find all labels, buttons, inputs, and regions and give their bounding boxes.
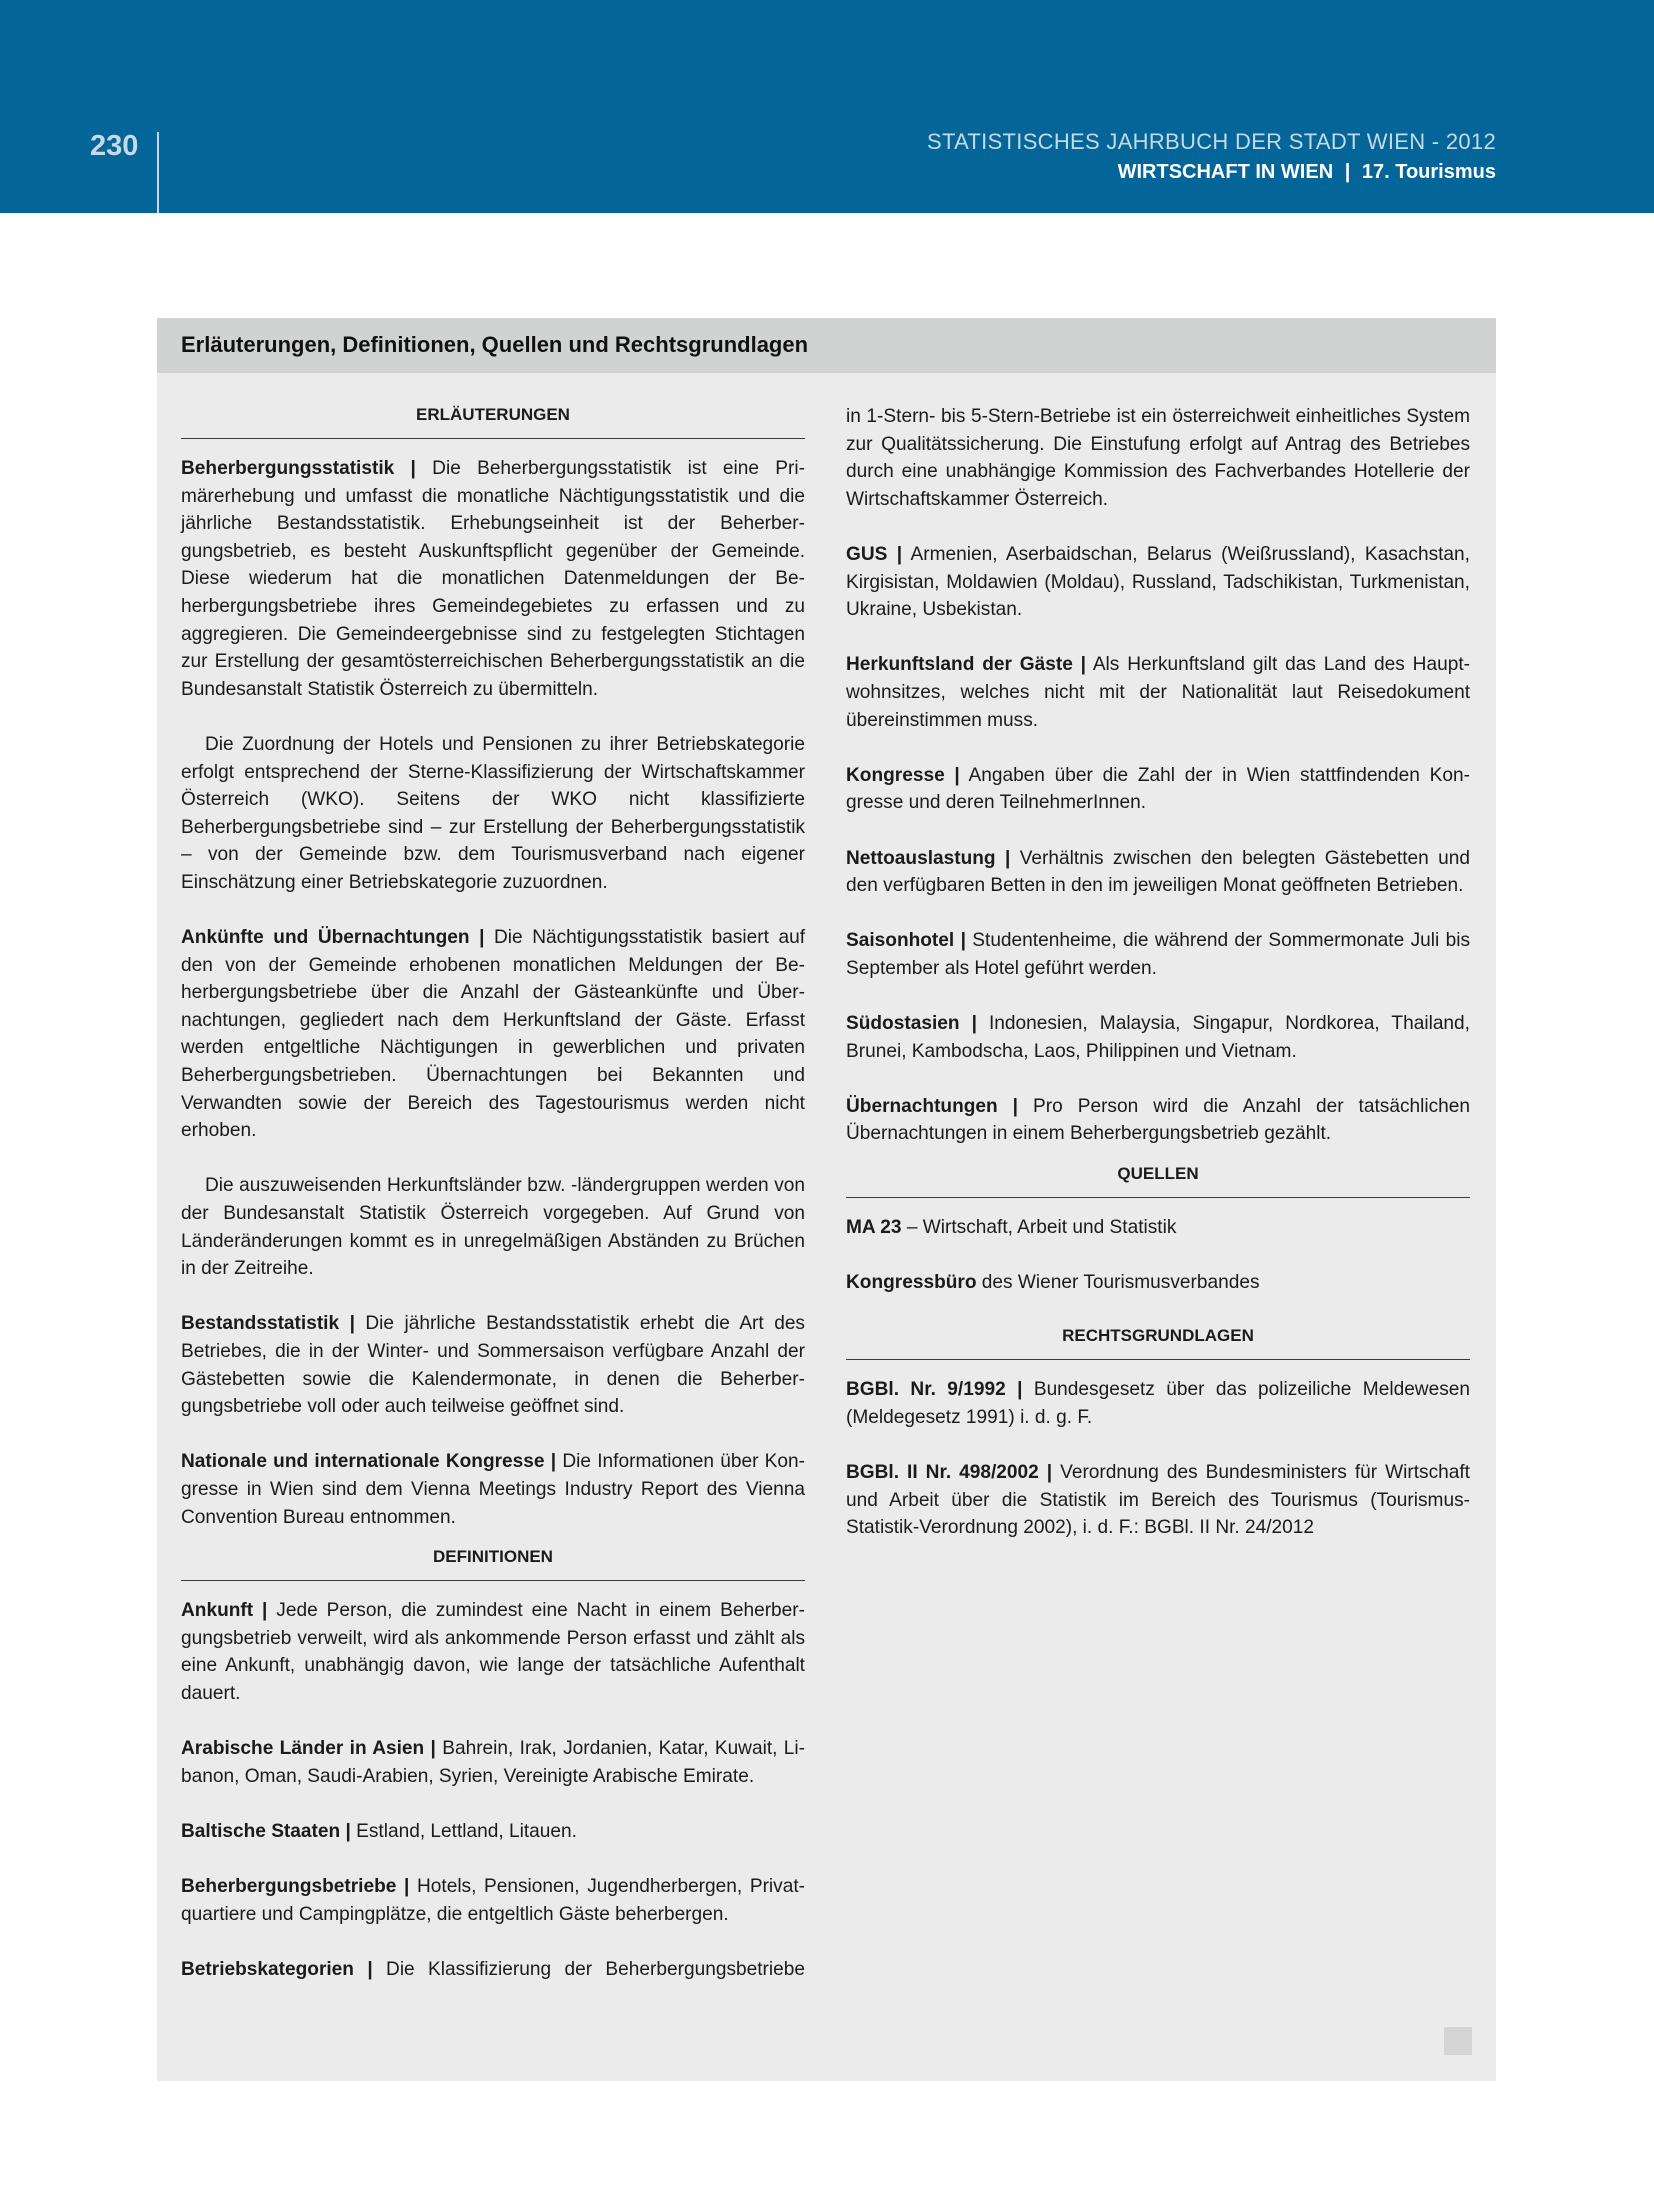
- definition: [181, 1873, 805, 1928]
- paragraph: [181, 455, 805, 703]
- definition: [846, 845, 1470, 900]
- term: Ankünfte und Übernachtungen |: [181, 927, 485, 949]
- definition: [846, 1010, 1470, 1065]
- term: BGBl. II Nr. 498/2002 |: [846, 1462, 1053, 1484]
- paragraph: Die auszuweisenden Herkunftsländer bzw. -ländergruppen werden von der Bundesanstalt Statistik Österreich vorgegeben. Auf Grund von Länderänderungen kommt es in unregelmäßigen Abständen zu Brüchen in der Zeitreihe.: [181, 1175, 805, 1280]
- term: Nationale und internationale Kongresse |: [181, 1451, 557, 1473]
- text: Die jährliche Bestandsstatistik erhebt die Art des Betriebes, die in der Winter- und Sommersaison verfügbare Anzahl der Gästebetten sowie die Kalendermonate, in denen die Beherbergungsbetriebe voll oder auch teilweise geöffnet sind.: [181, 1313, 805, 1418]
- text: Verordnung des Bundesministers für Wirtschaft und Arbeit über die Statistik im Bereich des Tourismus (Tourismus-Statistik-Verordnung 2002), i. d. F.: BGBl. II Nr. 24/2012: [846, 1462, 1470, 1539]
- definition-continued: in 1-Stern- bis 5-Stern-Betriebe ist ein österreichweit einheitliches System zur Qualitätssicherung. Die Einstufung erfolgt auf Antrag des Betriebes durch eine unabhängige Kommission des Fachverbandes Hotellerie der Wirtschaftskammer Österreich.: [846, 406, 1470, 510]
- term: Kongresse |: [846, 764, 960, 786]
- quellen-heading: QUELLEN: [846, 1162, 1470, 1198]
- left-column: [181, 403, 805, 1983]
- definition: [846, 541, 1470, 624]
- source-item: [846, 1269, 1470, 1297]
- term: GUS |: [846, 543, 903, 565]
- text: des Wiener Tourismusverbandes: [976, 1272, 1260, 1294]
- legal-basis-item: [846, 1459, 1470, 1542]
- definition: [181, 1597, 805, 1707]
- term: MA 23: [846, 1217, 902, 1239]
- text: Die Informationen über Kongresse in Wien sind dem Vienna Meetings Industry Report des Vienna Convention Bureau entnommen.: [181, 1451, 806, 1528]
- panel-title: Erläuterungen, Definitionen, Quellen und Rechtsgrundlagen: [181, 332, 809, 357]
- text: Indonesien, Malaysia, Singapur, Nordkorea, Thailand, Brunei, Kambodscha, Laos, Philippinen und Vietnam.: [846, 1013, 1470, 1062]
- section-label: 17. Tourismus: [1361, 161, 1496, 183]
- term: Betriebskategorien |: [181, 1958, 373, 1980]
- erlaeuterungen-heading: ERLÄUTERUNGEN: [181, 403, 805, 439]
- text: Armenien, Aserbaidschan, Belarus (Weißrussland), Kasachstan, Kirgisistan, Moldawien (Moldau), Russland, Tadschikistan, Turkmenistan, Ukraine, Usbekistan.: [846, 543, 1470, 621]
- text: Als Herkunftsland gilt das Land des Hauptwohnsitzes, welches nicht mit der Nationalität laut Reisedokument übereinstimmen muss.: [846, 654, 1470, 731]
- term: Saisonhotel |: [846, 930, 966, 952]
- text: Hotels, Pensionen, Jugendherbergen, Privatquartiere und Campingplätze, die entgeltlich Gäste beherbergen.: [181, 1876, 805, 1925]
- text: Die Klassifizierung der Beherbergungsbetriebe: [372, 1958, 805, 1980]
- text: Jede Person, die zumindest eine Nacht in einem Beherbergungsbetrieb verweilt, wird als ankommende Person erfasst und zählt als eine Ankunft, unabhängig davon, wie lange der tatsächliche Aufenthalt dauert.: [181, 1600, 806, 1704]
- sources-list: [846, 1214, 1470, 1297]
- text: Studentenheime, die während der Sommermonate Juli bis September als Hotel geführt werden.: [846, 930, 1470, 979]
- rechtsgrundlagen-heading: RECHTSGRUNDLAGEN: [846, 1324, 1470, 1360]
- term: Beherbergungsstatistik |: [181, 458, 416, 479]
- panel-header: [157, 318, 1496, 373]
- definition: [846, 927, 1470, 982]
- definition: [846, 651, 1470, 734]
- term: Arabische Länder in Asien |: [181, 1738, 436, 1760]
- paragraph: [181, 1310, 805, 1420]
- corner-marker: [1444, 2027, 1472, 2055]
- term: Bestandsstatistik |: [181, 1313, 355, 1335]
- text: Estland, Lettland, Litauen.: [350, 1820, 577, 1842]
- page-number: 230: [90, 130, 139, 162]
- term: Baltische Staaten |: [181, 1820, 351, 1842]
- definition: [181, 1735, 805, 1790]
- paragraph: [181, 924, 805, 1145]
- definitionen-heading: DEFINITIONEN: [181, 1545, 805, 1581]
- text: Die Nächtigungsstatistik basiert auf den von der Gemeinde erhobenen monatlichen Meldungen der Beherbergungsbetriebe über die Anzahl der Gästeankünfte und Übernachtungen, gegliedert nach dem Herkunftsland der Gäste. Erfasst werden entgeltliche Nächtigungen in gewerblichen und privaten Beherbergungsbetrieben. Übernachtungen bei Bekannten und Verwandten sowie der Bereich des Tagestourismus werden nicht erhoben.: [181, 927, 805, 1142]
- term: Kongressbüro: [846, 1272, 977, 1294]
- term: Südostasien |: [846, 1013, 977, 1035]
- term: Nettoauslastung |: [846, 847, 1011, 869]
- term: Herkunftsland der Gäste |: [846, 654, 1087, 676]
- right-column: [846, 403, 1470, 1570]
- text: Angaben über die Zahl der in Wien stattfindenden Kongresse und deren TeilnehmerInnen.: [846, 764, 1470, 814]
- term: Ankunft |: [181, 1600, 268, 1622]
- source-item: [846, 1214, 1470, 1242]
- definition: [846, 762, 1470, 817]
- header-divider: [157, 132, 159, 213]
- text: Die Beherbergungsstatistik ist eine Primärerhebung und umfasst die monatliche Nächtigungsstatistik und die jährliche Bestandsstatistik. Erhebungseinheit ist der Beherbergungsbetrieb, es besteht Auskunftspflicht gegenüber der Gemeinde. Diese wiederum hat die monatlichen Datenmeldungen der Beherbergungsbetriebe ihres Gemeindegebietes zu erfassen und zu aggregieren. Die Gemeindeergebnisse sind zu festgelegten Stichtagen zur Erstellung der gesamtösterreichischen Beherbergungsstatistik an die Bundesanstalt Statistik Österreich zu übermitteln.: [181, 458, 805, 700]
- term: Übernachtungen |: [846, 1095, 1019, 1117]
- definition: [846, 1093, 1470, 1148]
- breadcrumb-separator: |: [1344, 161, 1351, 183]
- paragraph: [181, 1448, 805, 1531]
- section-breadcrumb: [1118, 161, 1496, 184]
- definition: [181, 1956, 805, 1984]
- paragraph: Die Zuordnung der Hotels und Pensionen zu ihrer Betriebskategorie erfolgt entsprechend der Sterne-Klassifizierung der Wirtschaftskammer Österreich (WKO). Seitens der WKO nicht klassifizierte Beherbergungsbetriebe sind – zur Erstellung der Beherbergungsstatistik – von der Gemeinde bzw. dem Tourismusverband nach eigener Einschätzung einer Betriebskategorie zuzuordnen.: [181, 733, 805, 893]
- publication-title: STATISTISCHES JAHRBUCH DER STADT WIEN - 2012: [927, 129, 1496, 154]
- text: Pro Person wird die Anzahl der tatsächlichen Übernachtungen in einem Beherbergungsbetrieb gezählt.: [846, 1095, 1470, 1145]
- content-panel: [157, 318, 1496, 2081]
- text: Bahrein, Irak, Jordanien, Katar, Kuwait, Libanon, Oman, Saudi-Arabien, Syrien, Vereinigte Arabische Emirate.: [181, 1738, 805, 1787]
- definition: [181, 1818, 805, 1846]
- chapter-label: WIRTSCHAFT IN WIEN: [1117, 161, 1334, 183]
- text: Bundesgesetz über das polizeiliche Meldewesen (Meldegesetz 1991) i. d. g. F.: [846, 1379, 1471, 1428]
- term: BGBl. Nr. 9/1992 |: [846, 1379, 1023, 1401]
- legal-basis-item: [846, 1376, 1470, 1431]
- text: Verhältnis zwischen den belegten Gästebetten und den verfügbaren Betten in den im jeweiligen Monat geöffneten Betrieben.: [846, 847, 1470, 897]
- text: – Wirtschaft, Arbeit und Statistik: [901, 1217, 1177, 1239]
- term: Beherbergungsbetriebe |: [181, 1876, 410, 1898]
